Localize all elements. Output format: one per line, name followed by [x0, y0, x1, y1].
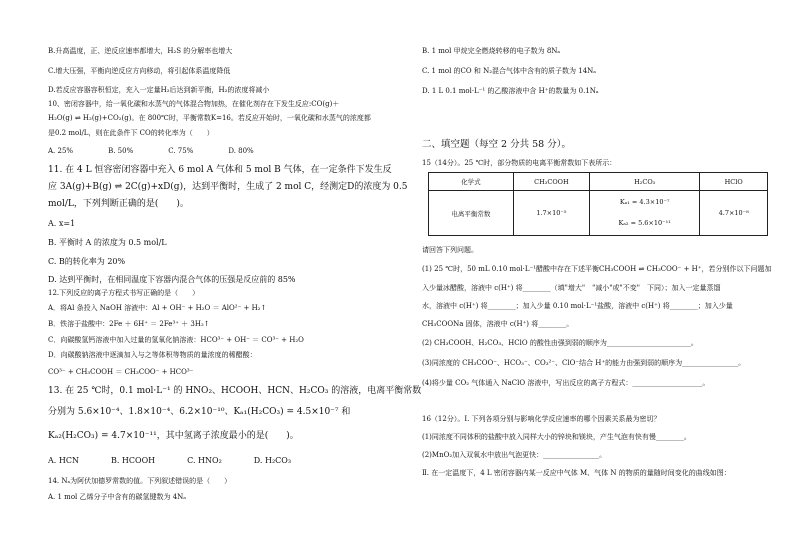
answer-option: A. 1 mol 乙烯分子中含有的碳氢键数为 4Nₐ: [48, 493, 187, 501]
text-line: 13. 在 25 ℃时，0.1 mol·L⁻¹ 的 HNO₂、HCOOH、HCN、H₂CO₃ 的溶液，电离平衡常数: [48, 386, 422, 396]
text-line: (3)同浓度的 CH₃COO⁻、HCO₃⁻、CO₃²⁻、ClO⁻结合 H⁺的能力由强到弱的顺序为________________。: [422, 359, 746, 367]
text-line: (2) CH₃COOH、H₂CO₃、HClO 的酸性由强到弱的顺序为________________________。: [422, 339, 698, 347]
text-line: D.若反应容器容积恒定，充入一定量H₂后达到新平衡，H₂的浓度将减小: [48, 86, 270, 94]
table-header: CH₃COOH: [513, 173, 589, 191]
table-row-label: 电离平衡常数: [429, 191, 514, 236]
answer-option: C．向碳酸氢钙溶液中加入过量的氢氧化钠溶液：HCO³⁻ + OH⁻ ＝ CO³⁻ + H₂O: [48, 336, 304, 344]
text-line: (4)将少量 CO₂ 气体通入 NaClO 溶液中，写出反应的离子方程式：____________________。: [422, 379, 710, 387]
answer-option: D．向碳酸钠溶液中逐滴加入与之等体积等物质的量浓度的稀醋酸：: [48, 351, 257, 359]
text-line: H₂O(g) ⇌ H₂(g)+CO₂(g)。在 800℃时，平衡常数K=16。若反应开始时，一氧化碳和水蒸气的浓度都: [48, 114, 371, 122]
right-column: [422, 0, 772, 560]
answer-option: D. 1 L 0.1 mol·L⁻¹ 的乙酸溶液中含 H⁺的数量为 0.1Nₐ: [422, 87, 599, 95]
text-line: (1) 25 ℃时，50 mL 0.10 mol·L⁻¹醋酸中存在下述平衡CH₃COOH ⇌ CH₃COO⁻ + H⁺，若分别作以下问题加: [422, 265, 772, 273]
ionization-constant-table: [428, 172, 768, 236]
section-title: 二、填空题（每空 2 分共 58 分）。: [422, 139, 571, 150]
text-line: (1)同浓度不同体积的盐酸中放入同样大小的锌块和镁块，产生气泡有快有慢________。: [422, 433, 691, 441]
table-header: 化学式: [429, 173, 514, 191]
text-line: CH₃COONa 固体，溶液中 c(H⁺) 将________。: [422, 320, 574, 328]
text-line: 14. Nₐ为阿伏加德罗常数的值。下列叙述错误的是（ ）: [48, 477, 232, 485]
text-line: 入少量冰醋酸，溶液中 c(H⁺) 将________（填"增大" "减小"或"不变" 下同）；加入一定量蒸馏: [422, 284, 721, 292]
answer-option: A．将Al 条投入 NaOH 溶液中：Al + OH⁻ + H₂O ＝ AlO²⁻ + H₂↑: [48, 304, 267, 312]
table-cell: Kₐ₂ = 5.6×10⁻¹¹: [618, 219, 671, 227]
answer-option: C. 1 mol 的CO 和 N₂混合气体中含有的质子数为 14Nₐ: [422, 67, 596, 75]
table-cell-stack: [590, 191, 700, 236]
text-line: 请回答下列问题。: [422, 246, 478, 254]
answer-option: A. x=1: [48, 219, 76, 228]
answer-options: A. 25% B. 50% C. 75% D. 80%: [48, 147, 254, 155]
text-line: CO³⁻ + CH₃COOH ＝ CH₃COO⁻ + HCO³⁻: [48, 368, 194, 376]
text-line: B.升高温度，正、逆反应速率都增大，H₂S 的分解率也增大: [48, 47, 233, 55]
text-line: 15（14分）。25 ℃时，部分物质的电离平衡常数如下表所示：: [422, 159, 617, 167]
text-line: mol/L，下列判断正确的是( )。: [48, 199, 189, 209]
text-line: Kₐ₂(H₂CO₃) = 4.7×10⁻¹¹，其中氢离子浓度最小的是( )。: [48, 431, 299, 441]
table-header: H₂CO₃: [590, 173, 700, 191]
left-column: [48, 0, 422, 560]
text-line: 10、密闭容器中，给一氧化碳和水蒸气的气体混合物加热，在催化剂存在下发生反应:CO(g)＋: [48, 100, 340, 108]
answer-option: C. B的转化率为 20%: [48, 257, 126, 266]
answer-option: B. 1 mol 甲烷完全燃烧转移的电子数为 8Nₐ: [422, 47, 561, 55]
answer-option: B. 平衡时 A 的浓度为 0.5 mol/L: [48, 238, 167, 247]
text-line: Ⅱ. 在一定温度下，4 L 密闭容器内某一反应中气体 M、气体 N 的物质的量随时间变化的曲线如图：: [422, 469, 731, 477]
text-line: 应 3A(g)+B(g) ⇌ 2C(g)+xD(g)，达到平衡时，生成了 2 mol C，经测定D的浓度为 0.5: [48, 182, 408, 192]
text-line: (2)MnO₂加入双氧水中放出气泡更快：________________。: [422, 451, 607, 459]
text-line: 分别为 5.6×10⁻⁴、1.8×10⁻⁴、6.2×10⁻¹⁰、Kₐ₁(H₂CO₃) = 4.5×10⁻⁷ 和: [48, 407, 351, 417]
text-line: C.增大压强，平衡向逆反应方向移动，将引起体系温度降低: [48, 67, 231, 75]
answer-option: B．铁溶于盐酸中：2Fe ＋ 6H⁺ ＝ 2Fe³⁺ ＋ 3H₂↑: [48, 320, 210, 328]
table-cell: 4.7×10⁻⁸: [700, 191, 768, 236]
text-line: 16（12分）。Ⅰ. 下列各项分别与影响化学反应速率的哪个因素关系最为密切？: [422, 415, 661, 423]
text-line: 水，溶液中 c(H⁺) 将________；加入少量 0.10 mol·L⁻¹盐酸，溶液中 c(H⁺) 将________；加入少量: [422, 302, 733, 310]
table-cell: 1.7×10⁻⁵: [513, 191, 589, 236]
text-line: 12.下列反应的离子方程式书写正确的是（ ）: [48, 289, 200, 297]
table-cell: Kₐ₁ = 4.3×10⁻⁷: [619, 198, 670, 206]
text-line: 11. 在 4 L 恒容密闭容器中充入 6 mol A 气体和 5 mol B 气体，在一定条件下发生反: [48, 165, 392, 175]
table-header: HClO: [700, 173, 768, 191]
answer-option: D. 达到平衡时，在相同温度下容器内混合气体的压强是反应前的 85%: [48, 275, 296, 284]
text-line: 是0.2 mol/L，则在此条件下 CO的转化率为（ ）: [48, 129, 214, 137]
answer-options: A. HCN B. HCOOH C. HNO₂ D. H₂CO₃: [48, 456, 292, 465]
